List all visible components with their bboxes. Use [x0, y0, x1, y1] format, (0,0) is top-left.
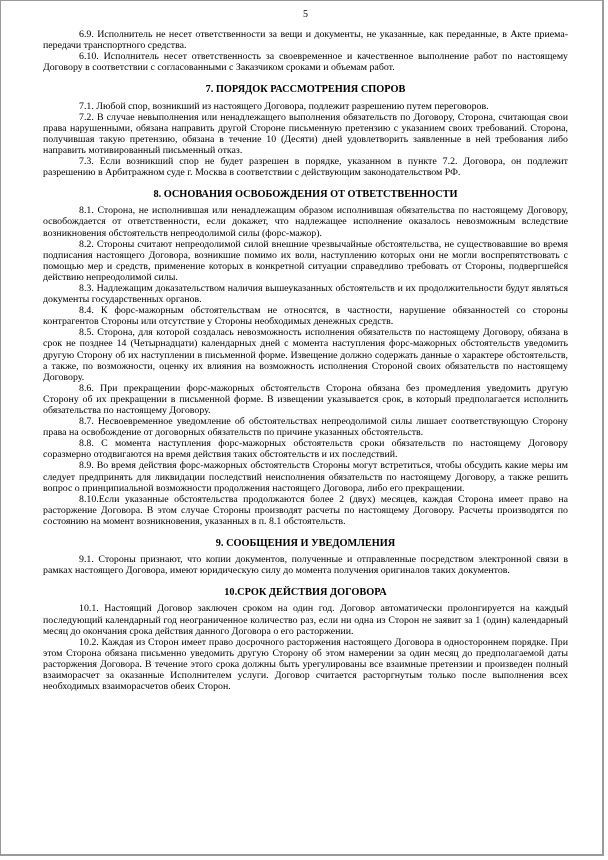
clause-8-5: 8.5. Сторона, для которой создалась невозможность исполнения обязательств по настоящему Договору, обязана в срок не позднее 14 (Четырнадцати) календарных дней с момента наступления форс-мажорных обстоятельств уведомить другую Сторону об их наступлении в письменной форме. Извещение должно содержать данные о характере обстоятельств, а также, по возможности, оценку их влияния на возможность исполнения Стороной своих обязательств по настоящему Договору. — [43, 327, 568, 383]
clause-7-2: 7.2. В случае невыполнения или ненадлежащего выполнения обязательств по Договору, Сторона, считающая свои права нарушенными, обязана направить другой Стороне письменную претензию с указанием своих требований. Сторона, получившая такую претензию, обязана в течение 10 (Десяти) дней удовлетворить заявленные в ней требования либо направить мотивированный письменный отказ. — [43, 111, 568, 156]
section-9-heading: 9. СООБЩЕНИЯ И УВЕДОМЛЕНИЯ — [215, 538, 396, 550]
clause-9-1: 9.1. Стороны признают, что копии документов, полученные и отправленные посредством электронной связи в рамках настоящего Договора, имеют юридическую силу до момента получения оригиналов таких документов. — [43, 554, 568, 577]
clause-8-2: 8.2. Стороны считают непреодолимой силой внешние чрезвычайные обстоятельства, не существовавшие во время подписания настоящего Договора, возникшие помимо их воли, наступлению которых они не могли воспрепятствовать с помощью мер и средств, применение которых в конкретной ситуации справедливо требовать от Стороны, подвергшейся действию непреодолимой силы. — [43, 238, 568, 283]
clause-8-4: 8.4. К форс-мажорным обстоятельствам не относятся, в частности, нарушение обязанностей со стороны контрагентов Стороны или отсутствие у Стороны необходимых денежных средств. — [43, 305, 568, 328]
clause-8-8: 8.8. С момента наступления форс-мажорных обстоятельств сроки обязательств по настоящему Договору соразмерно отодвигаются на время действия таких обстоятельств и их последствий. — [43, 438, 568, 461]
clause-6-9: 6.9. Исполнитель не несет ответственности за вещи и документы, не указанные, как переданные, в Акте приема-передачи транспортного средства. — [43, 29, 568, 52]
section-7-heading: 7. ПОРЯДОК РАССМОТРЕНИЯ СПОРОВ — [205, 84, 406, 96]
clause-8-6: 8.6. При прекращении форс-мажорных обстоятельств Сторона обязана без промедления уведомить другую Сторону об их прекращении в письменной форме. В извещении указывается срок, в который предполагается исполнить обязательства по настоящему Договору. — [43, 382, 568, 416]
clause-8-10: 8.10.Если указанные обстоятельства продолжаются более 2 (двух) месяцев, каждая Сторона имеет право на расторжение Договора. В этом случае Стороны производят расчеты по настоящему Договору. Расчеты производятся по состоянию на момент возникновения, указанных в п. 8.1 обстоятельств. — [43, 493, 568, 527]
clause-7-3: 7.3. Если возникший спор не будет разрешен в порядке, указанном в пункте 7.2. Договора, он подлежит разрешению в Арбитражном суде г. Москва в соответствии с действующим законодательством РФ. — [43, 156, 568, 179]
clause-10-1: 10.1. Настоящий Договор заключен сроком на один год. Договор автоматически пролонгируется на каждый последующий календарный год неограниченное количество раз, если ни одна из Сторон не заявит за 1 (один) календарный месяц до окончания срока действия данного Договора о его расторжении. — [43, 603, 568, 637]
clause-7-1: 7.1. Любой спор, возникший из настоящего Договора, подлежит разрешению путем переговоров. — [79, 100, 489, 112]
section-8-heading: 8. ОСНОВАНИЯ ОСВОБОЖДЕНИЯ ОТ ОТВЕТСТВЕННОСТИ — [153, 189, 458, 201]
clause-8-1: 8.1. Сторона, не исполнившая или ненадлежащим образом исполнившая обязательства по настоящему Договору, освобождается от ответственности, если докажет, что надлежащее исполнение оказалось невозможным вследствие возникновения обстоятельств непреодолимой силы (форс-мажор). — [43, 205, 568, 239]
page-content — [43, 9, 568, 692]
clause-6-10: 6.10. Исполнитель несет ответственность за своевременное и качественное выполнение работ по настоящему Договору в соответствии с согласованными с Заказчиком сроками и объемам работ. — [43, 51, 568, 74]
clause-10-2: 10.2. Каждая из Сторон имеет право досрочного расторжения настоящего Договора в одностороннем порядке. При этом Сторона обязана письменно уведомить другую Сторону об этом намерении за один месяц до предполагаемой даты расторжения Договора. В течение этого срока должны быть урегулированы все взаимные претензии и произведен полный взаиморасчет за оказанные Исполнителем услуги. Договор считается расторгнутым только после выполнения всех необходимых взаиморасчетов обеих Сторон. — [43, 636, 568, 693]
clause-8-9: 8.9. Во время действия форс-мажорных обстоятельств Стороны могут встретиться, чтобы обсудить какие меры им следует предпринять для ликвидации последствий неисполнения обязательств по настоящему Договору, а также решить вопрос о принципиальной возможности продолжения настоящего Договора, либо его прекращении. — [43, 460, 568, 494]
clause-8-3: 8.3. Надлежащим доказательством наличия вышеуказанных обстоятельств и их продолжительности будут являться документы государственных органов. — [43, 282, 568, 306]
section-10-heading: 10.СРОК ДЕЙСТВИЯ ДОГОВОРА — [224, 587, 387, 599]
clause-8-7: 8.7. Несвоевременное уведомление об обстоятельствах непреодолимой силы лишает соответствующую Сторону права на освобождение от договорных обязательств по причине указанных обстоятельств. — [43, 416, 568, 439]
page-number: 5 — [303, 9, 308, 20]
